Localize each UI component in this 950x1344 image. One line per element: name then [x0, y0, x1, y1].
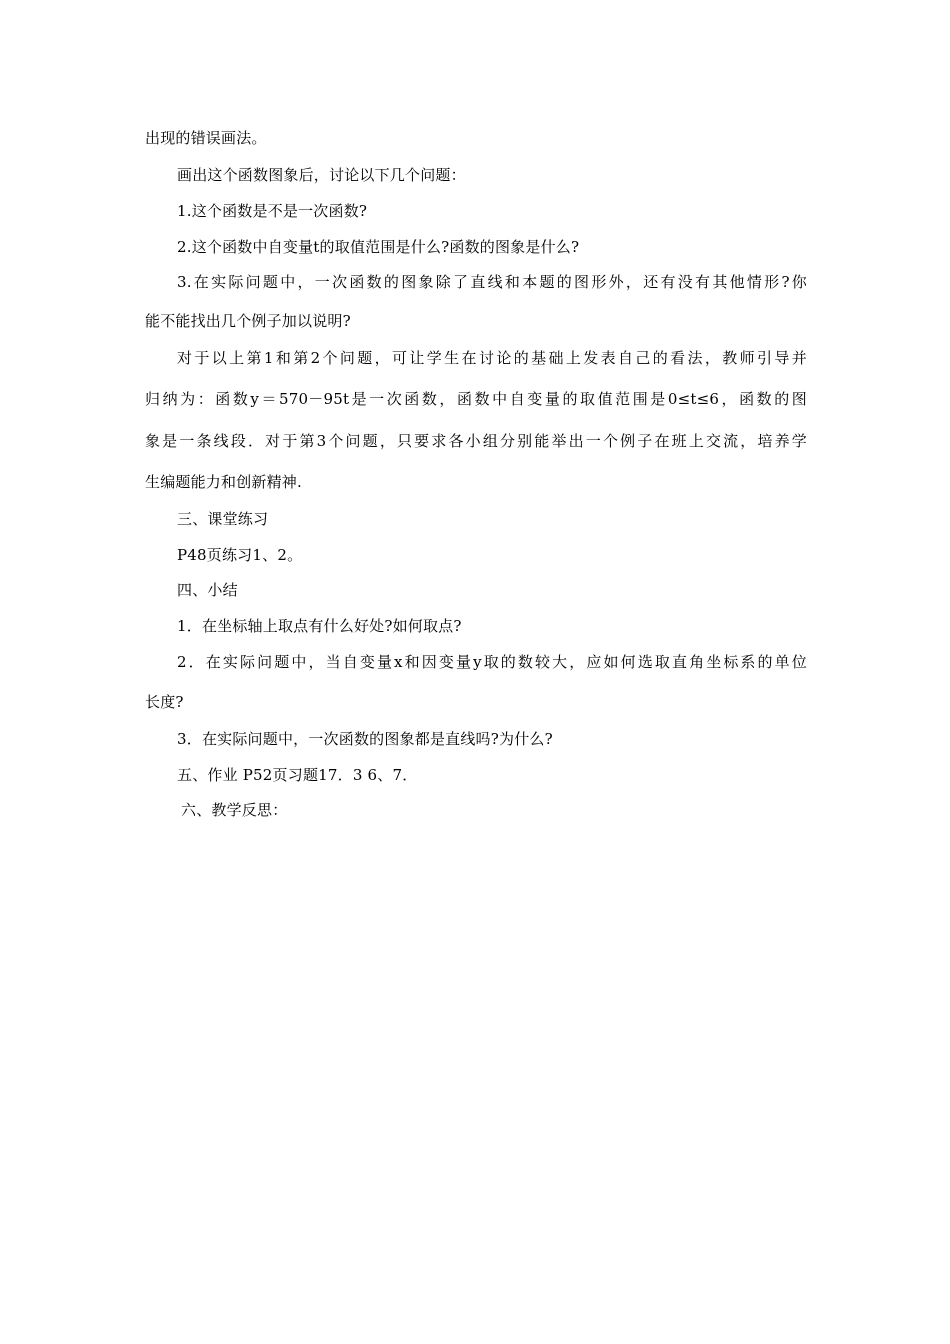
paragraph-line: 能不能找出几个例子加以说明?: [145, 312, 351, 330]
paragraph-line: 出现的错误画法。: [145, 129, 267, 147]
paragraph-line: 画出这个函数图象后，讨论以下几个问题：: [177, 166, 466, 184]
paragraph-line: 归纳为：函数y＝570－95t是一次函数，函数中自变量的取值范围是0≤t≤6，函数的图: [145, 390, 807, 408]
question-1: 1.这个函数是不是一次函数?: [177, 202, 368, 220]
section-heading: 三、课堂练习: [177, 510, 269, 528]
section-heading: 四、小结: [177, 581, 238, 599]
paragraph-line: 象是一条线段．对于第3个问题，只要求各小组分别能举出一个例子在班上交流，培养学: [145, 432, 807, 450]
question-2: 2.这个函数中自变量t的取值范围是什么?函数的图象是什么?: [177, 238, 580, 256]
paragraph-line: 生编题能力和创新精神.: [145, 473, 302, 491]
summary-item-1: 1．在坐标轴上取点有什么好处?如何取点?: [177, 617, 462, 635]
summary-item-3: 3．在实际问题中，一次函数的图象都是直线吗?为什么?: [177, 730, 553, 748]
homework-line: 五、作业 P52页习题17．3 6、7．: [177, 766, 418, 784]
paragraph-line: 对于以上第1和第2个问题，可让学生在讨论的基础上发表自己的看法，教师引导并: [177, 349, 807, 367]
paragraph-line: 长度?: [145, 693, 184, 711]
question-3: 3.在实际问题中，一次函数的图象除了直线和本题的图形外，还有没有其他情形?你: [177, 273, 807, 291]
summary-item-2: 2．在实际问题中，当自变量x和因变量y取的数较大，应如何选取直角坐标系的单位: [177, 653, 807, 671]
paragraph-line: P48页练习1、2。: [177, 546, 303, 564]
section-heading: 六、教学反思：: [181, 801, 288, 819]
